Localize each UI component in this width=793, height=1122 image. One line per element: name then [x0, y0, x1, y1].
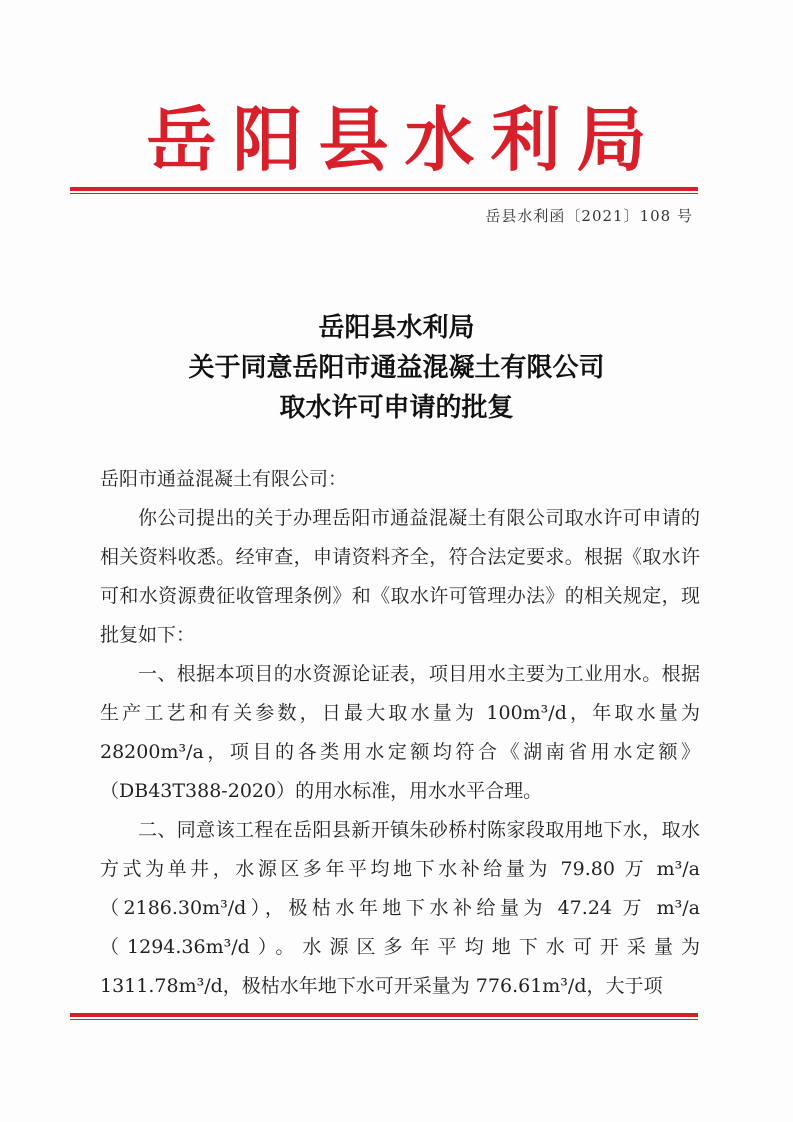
title-line-2: 关于同意岳阳市通益混凝土有限公司 — [188, 353, 605, 383]
agency-letterhead-title: 岳阳县水利局 — [146, 98, 663, 181]
document-title — [0, 308, 793, 428]
letterhead-red-rule-thin — [70, 193, 698, 194]
body-paragraph-1: 你公司提出的关于办理岳阳市通益混凝土有限公司取水许可申请的相关资料收悉。经审查，申请资料齐全，符合法定要求。根据《取水许可和水资源费征收管理条例》和《取水许可管理办法》的相关规定，现批复如下： — [100, 507, 700, 646]
footer-red-rule-thin — [70, 1019, 698, 1020]
document-number: 岳县水利函〔2021〕108 号 — [485, 207, 693, 225]
title-line-3: 取水许可申请的批复 — [279, 393, 514, 423]
footer-red-rule-thick — [70, 1013, 698, 1017]
body-paragraph-2: 一、根据本项目的水资源论证表，项目用水主要为工业用水。根据生产工艺和有关参数，日最大取水量为 100m³/d，年取水量为 28200m³/a，项目的各类用水定额均符合《湖南省用水定额》（DB43T388-2020）的用水标准，用水水平合理。 — [100, 663, 700, 802]
title-line-1: 岳阳县水利局 — [318, 313, 475, 343]
body-paragraph-3: 二、同意该工程在岳阳县新开镇朱砂桥村陈家段取用地下水，取水方式为单井，水源区多年平均地下水补给量为 79.80 万 m³/a（2186.30m³/d），极枯水年地下水补给量为 47.24 万 m³/a（1294.36m³/d）。水源区多年平均地下水可开采量为 1311.78m³/d，极枯水年地下水可开采量为 776.61m³/d，大于项 — [100, 819, 700, 997]
document-body — [100, 460, 700, 1006]
letterhead-red-rule-thick — [70, 187, 698, 191]
salutation: 岳阳市通益混凝土有限公司： — [100, 468, 348, 490]
